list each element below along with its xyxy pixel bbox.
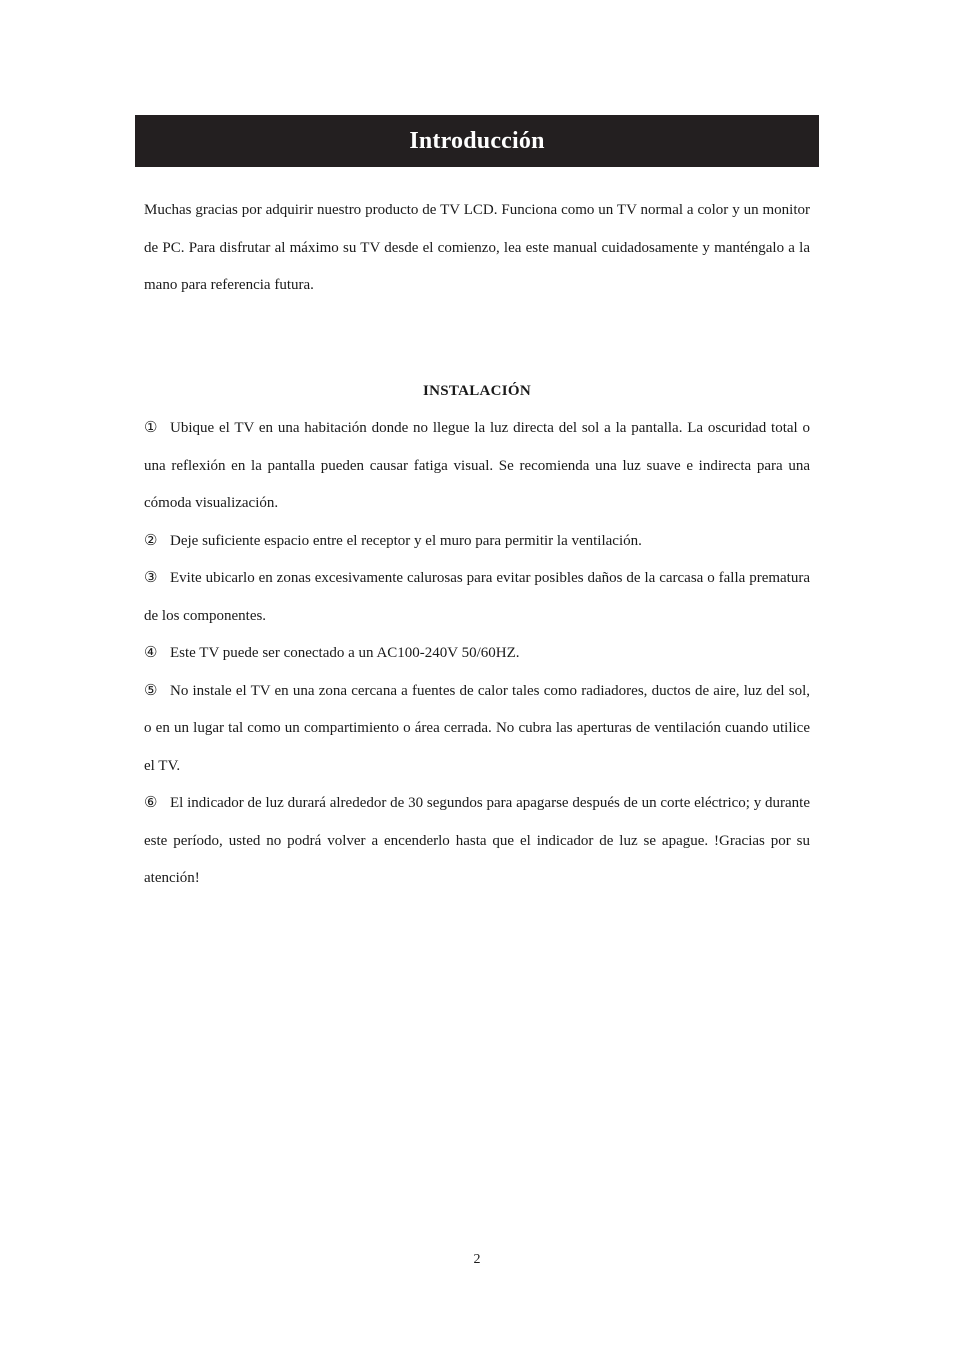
- item-text: Deje suficiente espacio entre el receptor y el muro para permitir la ventilación.: [170, 532, 642, 549]
- item-text: El indicador de luz durará alrededor de 30 segundos para apagarse después de un corte eléctrico; y durante este período, usted no podrá volver a encenderlo hasta que el indicador de luz se apague. !Gracias por su atención!: [144, 795, 810, 886]
- item-number: ①: [144, 420, 158, 436]
- item-number: ⑥: [144, 795, 158, 811]
- page-title: Introducción: [409, 127, 545, 154]
- title-bar: [135, 115, 819, 167]
- item-text: Ubique el TV en una habitación donde no llegue la luz directa del sol a la pantalla. La oscuridad total o una reflexión en la pantalla pueden causar fatiga visual. Se recomienda una luz suave e indirecta para una cómoda visualización.: [144, 420, 810, 511]
- list-item: [144, 635, 810, 673]
- document-body: [144, 192, 810, 898]
- intro-paragraph: Muchas gracias por adquirir nuestro producto de TV LCD. Funciona como un TV normal a color y un monitor de PC. Para disfrutar al máximo su TV desde el comienzo, lea este manual cuidadosamente y manténgalo a la mano para referencia futura.: [144, 202, 810, 293]
- list-item: [144, 560, 810, 635]
- item-text: No instale el TV en una zona cercana a fuentes de calor tales como radiadores, ductos de aire, luz del sol, o en un lugar tal como un compartimiento o área cerrada. No cubra las aperturas de ventilación cuando utilice el TV.: [144, 682, 810, 774]
- item-text: Evite ubicarlo en zonas excesivamente calurosas para evitar posibles daños de la carcasa o falla prematura de los componentes.: [144, 570, 810, 624]
- list-item: [144, 523, 810, 561]
- item-text: Este TV puede ser conectado a un AC100-240V 50/60HZ.: [170, 645, 520, 661]
- list-item: [144, 673, 810, 786]
- page-number: 2: [473, 1252, 481, 1267]
- list-item: [144, 410, 810, 523]
- item-number: ④: [144, 645, 158, 661]
- item-number: ⑤: [144, 682, 158, 699]
- list-item: [144, 785, 810, 898]
- section-heading-installation: INSTALACIÓN: [422, 382, 532, 399]
- item-number: ②: [144, 532, 158, 549]
- installation-list: [144, 410, 810, 898]
- item-number: ③: [144, 570, 158, 586]
